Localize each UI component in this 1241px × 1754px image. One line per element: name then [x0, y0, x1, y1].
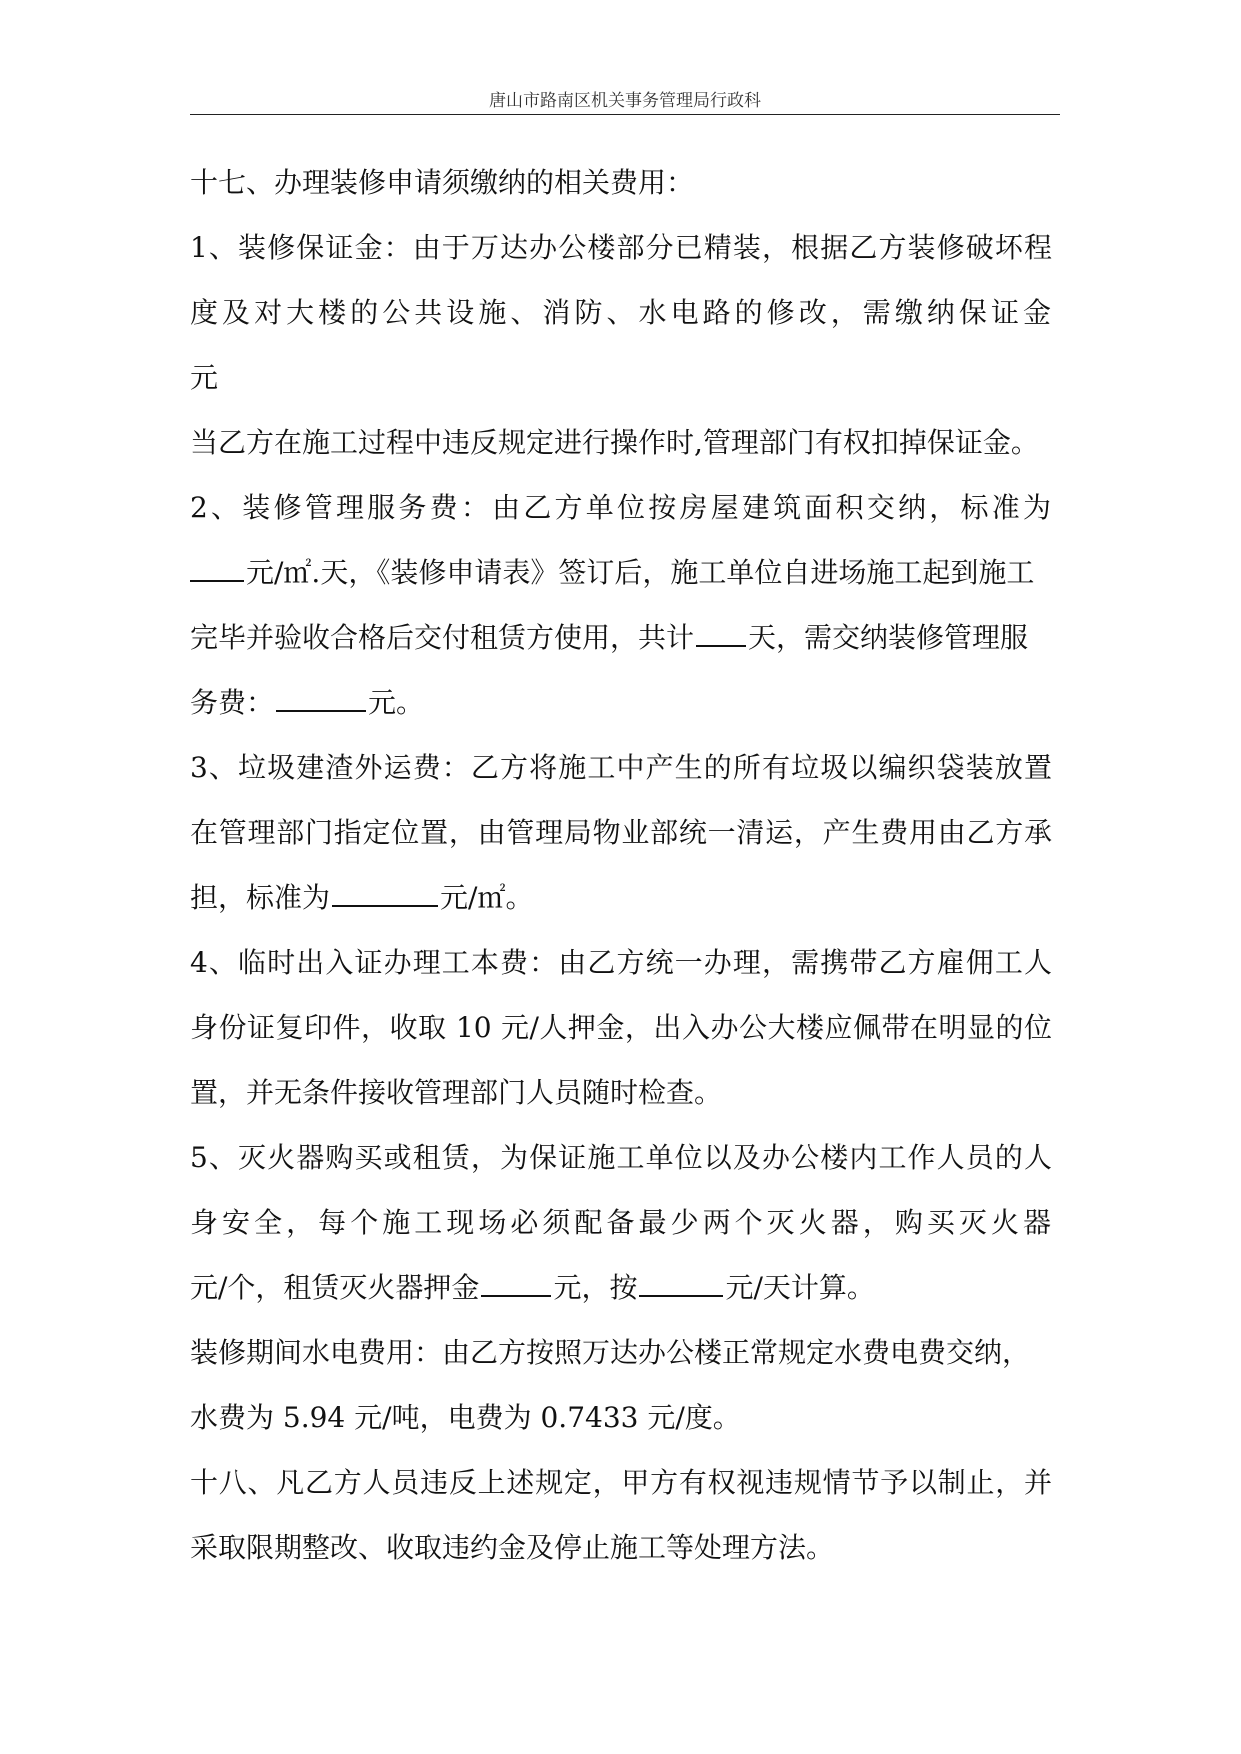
paragraph-line: 务费： 元。: [190, 670, 1070, 735]
paragraph-line: 3、垃圾建渣外运费：乙方将施工中产生的所有垃圾以编织袋装放置: [190, 751, 1052, 784]
section-18-line: 十八、凡乙方人员违反上述规定，甲方有权视违规情节予以制止，并: [190, 1466, 1052, 1499]
paragraph-line: 水费为 5.94 元/吨，电费为 0.7433 元/度。: [190, 1401, 741, 1434]
paragraph-line: 身份证复印件，收取 10 元/人押金，出入办公大楼应佩带在明显的位: [190, 1011, 1052, 1044]
paragraph-line: 在管理部门指定位置，由管理局物业部统一清运，产生费用由乙方承: [190, 816, 1052, 849]
header-title: 唐山市路南区机关事务管理局行政科: [489, 91, 761, 111]
paragraph-line: 当乙方在施工过程中违反规定进行操作时,管理部门有权扣掉保证金。: [190, 426, 1039, 459]
document-body: [190, 150, 1070, 1580]
paragraph-line: 元/个，租赁灭火器押金 元，按 元/天计算。: [190, 1255, 1070, 1320]
page-header: [190, 88, 1060, 115]
section-18-line: 采取限期整改、收取违约金及停止施工等处理方法。: [190, 1531, 835, 1564]
paragraph-line: 1、装修保证金：由于万达办公楼部分已精装，根据乙方装修破坏程: [190, 231, 1052, 264]
fill-in-blank[interactable]: [696, 617, 746, 647]
paragraph-line: 身安全，每个施工现场必须配备最少两个灭火器，购买灭火器: [190, 1206, 1052, 1239]
fill-in-blank[interactable]: [190, 552, 244, 582]
paragraph-line: 元/㎡.天，《装修申请表》签订后，施工单位自进场施工起到施工: [190, 540, 1070, 605]
fill-in-blank[interactable]: [481, 1267, 551, 1297]
paragraph-line: 5、灭火器购买或租赁，为保证施工单位以及办公楼内工作人员的人: [190, 1141, 1052, 1174]
paragraph-line: 元: [190, 361, 219, 394]
paragraph-line: 置，并无条件接收管理部门人员随时检查。: [190, 1076, 723, 1109]
section-17-heading: 十七、办理装修申请须缴纳的相关费用：: [190, 166, 695, 199]
paragraph-line: 完毕并验收合格后交付租赁方使用，共计 天，需交纳装修管理服: [190, 605, 1070, 670]
paragraph-line: 度及对大楼的公共设施、消防、水电路的修改，需缴纳保证金: [190, 296, 1052, 329]
paragraph-line: 担，标准为 元/㎡。: [190, 865, 1070, 930]
fill-in-blank[interactable]: [639, 1267, 723, 1297]
paragraph-line: 4、临时出入证办理工本费：由乙方统一办理，需携带乙方雇佣工人: [190, 946, 1052, 979]
paragraph-line: 装修期间水电费用：由乙方按照万达办公楼正常规定水费电费交纳，: [190, 1336, 1031, 1369]
paragraph-line: 2、装修管理服务费：由乙方单位按房屋建筑面积交纳，标准为: [190, 491, 1052, 524]
fill-in-blank[interactable]: [332, 877, 438, 907]
fill-in-blank[interactable]: [276, 682, 366, 712]
